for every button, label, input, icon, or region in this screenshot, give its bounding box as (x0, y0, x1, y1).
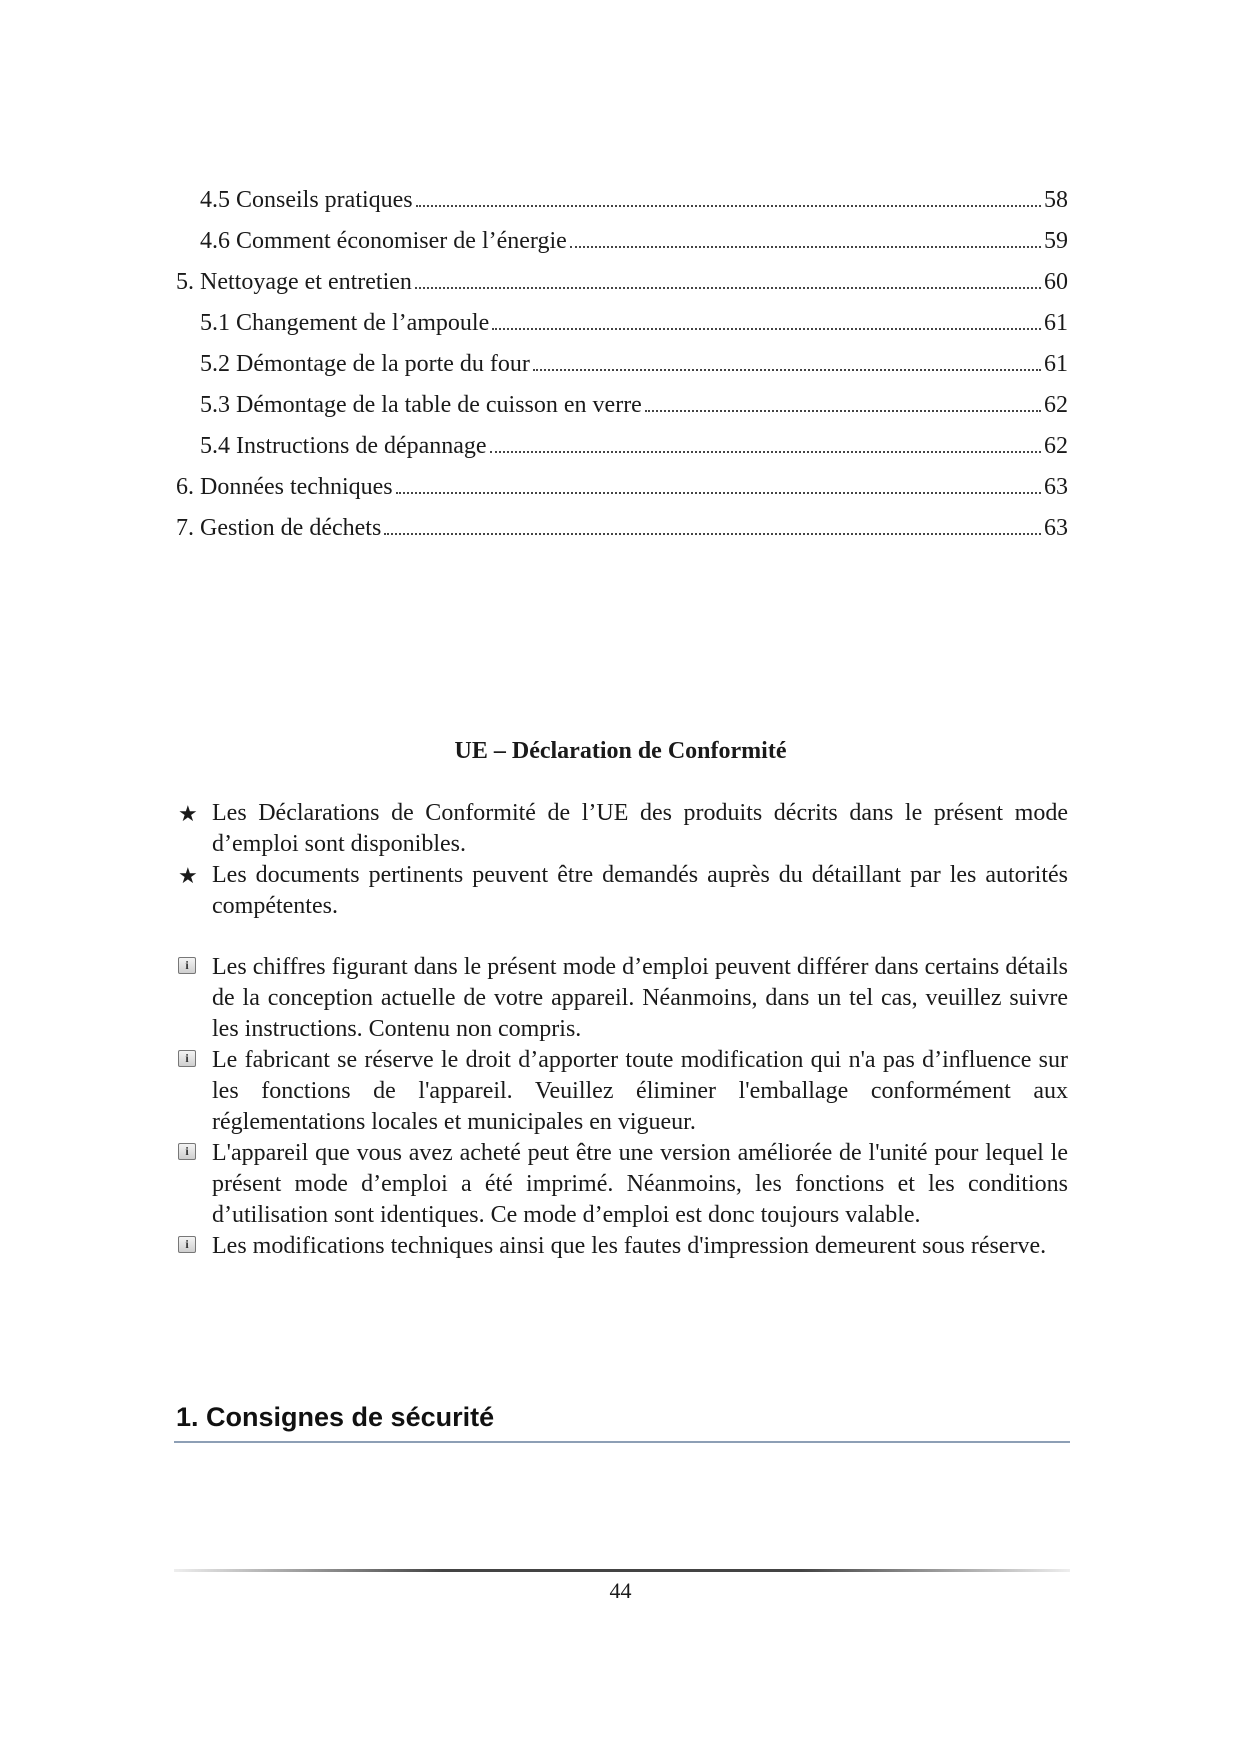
toc-entry-page: 60 (1044, 269, 1068, 295)
toc-entry[interactable] (176, 474, 1068, 515)
info-icon: i (178, 1236, 196, 1253)
list-item-text: Les modifications techniques ainsi que les fautes d'impression demeurent sous réserve. (212, 1233, 1047, 1259)
toc-entry-page: 61 (1044, 310, 1068, 336)
declaration-info-list (176, 952, 1068, 1262)
toc-leader-dots (492, 328, 1041, 330)
toc-entry-page: 58 (1044, 187, 1068, 213)
page-number: 44 (609, 1578, 632, 1603)
info-icon: i (178, 957, 196, 974)
list-item-text: L'appareil que vous avez acheté peut être une version améliorée de l'unité pour lequel le présent mode d’emploi a été imprimé. Néanmoins, les fonctions et les conditions d’utilisation sont identiques. Ce mode d’emploi est donc toujours valable. (212, 1140, 1068, 1228)
toc-leader-dots (570, 246, 1041, 248)
toc-entry-page: 59 (1044, 228, 1068, 254)
star-icon: ★ (178, 801, 198, 826)
toc-leader-dots (384, 533, 1041, 535)
info-icon: i (178, 1050, 196, 1067)
toc-entry-page: 61 (1044, 351, 1068, 377)
list-item (176, 1045, 1068, 1138)
toc-entry[interactable] (176, 269, 1068, 310)
list-item (176, 798, 1068, 860)
section-heading: 1. Consignes de sécurité (176, 1402, 495, 1432)
info-icon: i (178, 1143, 196, 1160)
toc-entry-page: 62 (1044, 433, 1068, 459)
toc-entry[interactable] (176, 433, 1068, 474)
toc-entry[interactable] (176, 310, 1068, 351)
toc-leader-dots (533, 369, 1041, 371)
toc-entry-label: 5.4 Instructions de dépannage (200, 433, 487, 459)
toc-entry-page: 63 (1044, 474, 1068, 500)
list-item-text: Les chiffres figurant dans le présent mode d’emploi peuvent différer dans certains détails de la conception actuelle de votre appareil. Néanmoins, dans un tel cas, veuillez suivre les instructions. Contenu non compris. (212, 954, 1068, 1042)
toc-leader-dots (490, 451, 1041, 453)
toc-entry-label: 7. Gestion de déchets (176, 515, 382, 541)
section-underline (174, 1441, 1070, 1443)
list-item-text: Les Déclarations de Conformité de l’UE des produits décrits dans le présent mode d’emploi sont disponibles. (212, 800, 1068, 857)
toc-entry-label: 4.5 Conseils pratiques (200, 187, 413, 213)
toc-entry[interactable] (176, 392, 1068, 433)
toc-entry[interactable] (176, 228, 1068, 269)
list-item (176, 1138, 1068, 1231)
declaration-title: UE – Déclaration de Conformité (454, 738, 787, 764)
star-icon: ★ (178, 863, 198, 888)
list-item (176, 1231, 1068, 1262)
list-item-text: Le fabricant se réserve le droit d’apporter toute modification qui n'a pas d’influence sur les fonctions de l'appareil. Veuillez éliminer l'emballage conformément aux réglementations locales et municipales en vigueur. (212, 1047, 1068, 1135)
list-item-text: Les documents pertinents peuvent être demandés auprès du détaillant par les autorités compétentes. (212, 862, 1068, 919)
toc-entry-label: 5.2 Démontage de la porte du four (200, 351, 530, 377)
toc-entry-label: 5.1 Changement de l’ampoule (200, 310, 490, 336)
list-item (176, 952, 1068, 1045)
toc-leader-dots (415, 287, 1041, 289)
toc-entry-page: 62 (1044, 392, 1068, 418)
toc-entry-page: 63 (1044, 515, 1068, 541)
toc-entry-label: 5. Nettoyage et entretien (176, 269, 412, 295)
table-of-contents (176, 187, 1068, 556)
toc-entry[interactable] (176, 187, 1068, 228)
toc-entry-label: 5.3 Démontage de la table de cuisson en verre (200, 392, 642, 418)
toc-leader-dots (396, 492, 1041, 494)
toc-entry-label: 4.6 Comment économiser de l’énergie (200, 228, 567, 254)
toc-entry-label: 6. Données techniques (176, 474, 393, 500)
declaration-star-list (176, 798, 1068, 922)
toc-leader-dots (416, 205, 1041, 207)
toc-entry[interactable] (176, 515, 1068, 556)
toc-leader-dots (645, 410, 1041, 412)
list-item (176, 860, 1068, 922)
footer-rule (174, 1569, 1070, 1572)
toc-entry[interactable] (176, 351, 1068, 392)
